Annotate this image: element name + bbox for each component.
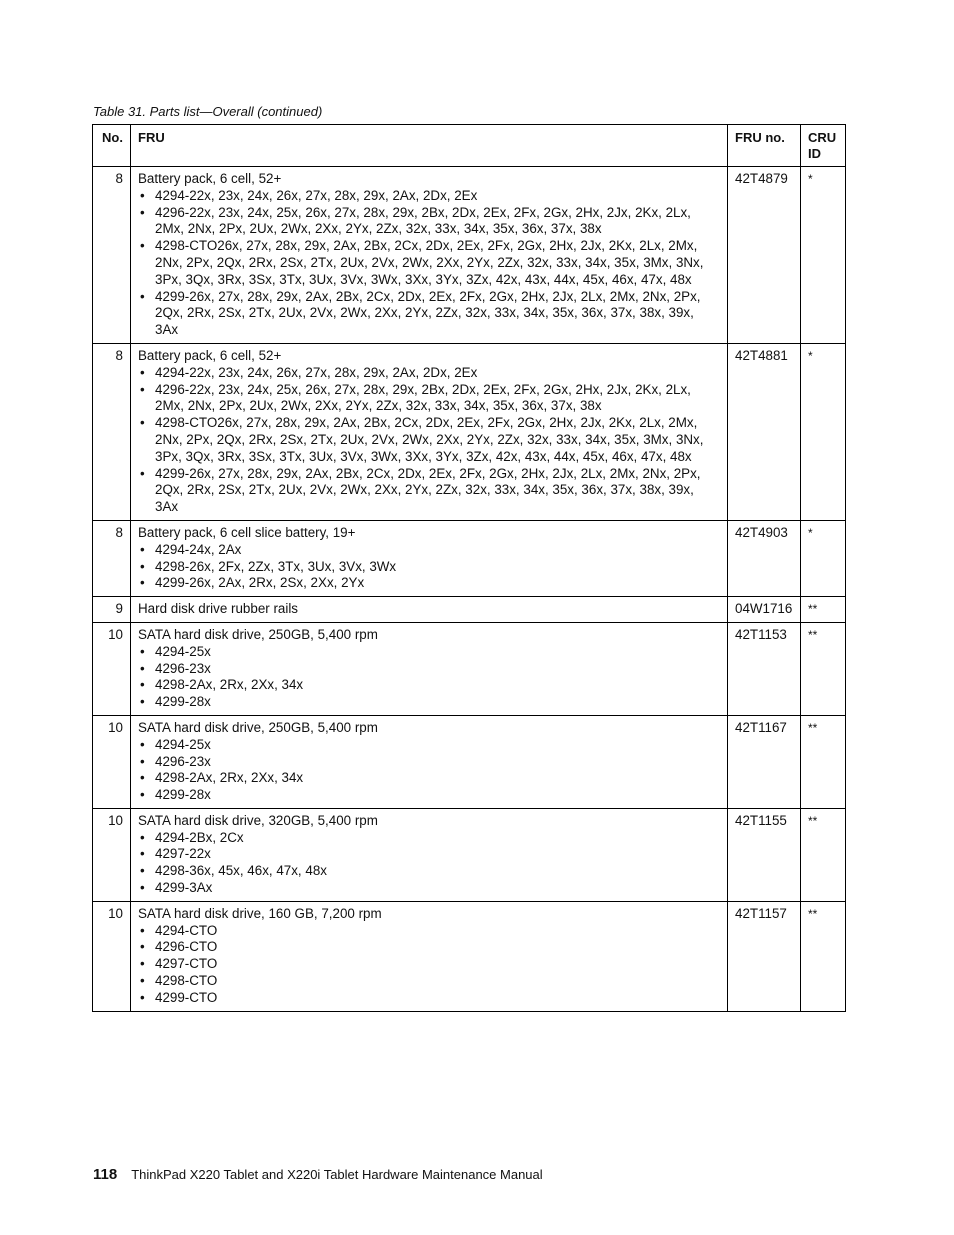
fru-number: 42T1153 <box>728 622 801 715</box>
model-list-item: • 4294-25x <box>138 644 720 661</box>
cru-id: * <box>801 343 846 520</box>
header-cru-id-line2: ID <box>808 146 821 161</box>
table-row <box>93 808 846 901</box>
model-list-item: • 4298-CTO26x, 27x, 28x, 29x, 2Ax, 2Bx, 2Cx, 2Dx, 2Ex, 2Fx, 2Gx, 2Hx, 2Jx, 2Kx, 2Lx, 2Mx, 2Nx, 2Px, 2Qx, 2Rx, 2Sx, 2Tx, 2Ux, 2Vx, 2Wx, 2Xx, 2Yx, 2Zx, 32x, 33x, 34x, 35x, 3Mx, 3Nx, 3Px, 3Qx, 3Rx, 3Sx, 3Tx, 3Ux, 3Vx, 3Wx, 3Xx, 3Yx, 3Zx, 42x, 43x, 44x, 45x, 46x, 47x, 48x <box>138 415 720 465</box>
header-cru-id-line1: CRU <box>808 130 837 145</box>
model-list-item: • 4296-22x, 23x, 24x, 25x, 26x, 27x, 28x, 29x, 2Bx, 2Dx, 2Ex, 2Fx, 2Gx, 2Hx, 2Jx, 2Kx, 2Lx, 2Mx, 2Nx, 2Px, 2Ux, 2Wx, 2Xx, 2Yx, 2Zx, 32x, 33x, 34x, 35x, 36x, 37x, 38x <box>138 382 720 416</box>
model-list-item: • 4299-3Ax <box>138 880 720 897</box>
fru-description: SATA hard disk drive, 250GB, 5,400 rpm <box>138 626 378 642</box>
fru-description: Battery pack, 6 cell, 52+ <box>138 171 282 186</box>
row-number: 10 <box>93 808 131 901</box>
model-list <box>138 644 720 711</box>
fru-description: Battery pack, 6 cell slice battery, 19+ <box>138 524 356 540</box>
row-fru-cell <box>131 343 728 520</box>
row-fru-cell <box>131 808 728 901</box>
fru-description: SATA hard disk drive, 320GB, 5,400 rpm <box>138 812 378 828</box>
header-fru: FRU <box>131 125 728 167</box>
cru-id: ** <box>801 715 846 808</box>
cru-id: * <box>801 520 846 596</box>
row-number: 10 <box>93 901 131 1011</box>
model-list-item: • 4296-23x <box>138 754 720 771</box>
model-list-item: • 4298-CTO <box>138 973 720 990</box>
fru-number: 42T4881 <box>728 343 801 520</box>
cru-id: ** <box>801 622 846 715</box>
model-list-item: • 4296-22x, 23x, 24x, 25x, 26x, 27x, 28x, 29x, 2Bx, 2Dx, 2Ex, 2Fx, 2Gx, 2Hx, 2Jx, 2Kx, 2Lx, 2Mx, 2Nx, 2Px, 2Ux, 2Wx, 2Xx, 2Yx, 2Zx, 32x, 33x, 34x, 35x, 36x, 37x, 38x <box>138 205 720 239</box>
model-list-item: • 4299-26x, 27x, 28x, 29x, 2Ax, 2Bx, 2Cx, 2Dx, 2Ex, 2Fx, 2Gx, 2Hx, 2Jx, 2Lx, 2Mx, 2Nx, 2Px, 2Qx, 2Rx, 2Sx, 2Tx, 2Ux, 2Vx, 2Wx, 2Xx, 2Yx, 2Zx, 32x, 33x, 34x, 35x, 36x, 37x, 38x, 39x, 3Ax <box>138 289 720 339</box>
model-list-item: • 4299-28x <box>138 694 720 711</box>
table-row <box>93 343 846 520</box>
header-no: No. <box>93 125 131 167</box>
cru-id: ** <box>801 808 846 901</box>
fru-number: 42T1157 <box>728 901 801 1011</box>
model-list-item: • 4299-26x, 27x, 28x, 29x, 2Ax, 2Bx, 2Cx, 2Dx, 2Ex, 2Fx, 2Gx, 2Hx, 2Jx, 2Lx, 2Mx, 2Nx, 2Px, 2Qx, 2Rx, 2Sx, 2Tx, 2Ux, 2Vx, 2Wx, 2Xx, 2Yx, 2Zx, 32x, 33x, 34x, 35x, 36x, 37x, 38x, 39x, 3Ax <box>138 466 720 516</box>
table-row <box>93 597 846 623</box>
page-footer <box>93 1166 543 1183</box>
table-row <box>93 622 846 715</box>
model-list-item: • 4294-22x, 23x, 24x, 26x, 27x, 28x, 29x, 2Ax, 2Dx, 2Ex <box>138 365 720 382</box>
row-fru-cell <box>131 901 728 1011</box>
table-caption: Table 31. Parts list—Overall (continued) <box>93 104 323 119</box>
row-fru-cell <box>131 622 728 715</box>
model-list-item: • 4299-28x <box>138 787 720 804</box>
model-list-item: • 4294-CTO <box>138 923 720 940</box>
fru-number: 42T1167 <box>728 715 801 808</box>
model-list-item: • 4298-CTO26x, 27x, 28x, 29x, 2Ax, 2Bx, 2Cx, 2Dx, 2Ex, 2Fx, 2Gx, 2Hx, 2Jx, 2Kx, 2Lx, 2Mx, 2Nx, 2Px, 2Qx, 2Rx, 2Sx, 2Tx, 2Ux, 2Vx, 2Wx, 2Xx, 2Yx, 2Zx, 32x, 33x, 34x, 35x, 3Mx, 3Nx, 3Px, 3Qx, 3Rx, 3Sx, 3Tx, 3Ux, 3Vx, 3Wx, 3Xx, 3Yx, 3Zx, 42x, 43x, 44x, 45x, 46x, 47x, 48x <box>138 238 720 288</box>
row-fru-cell <box>131 715 728 808</box>
model-list <box>138 830 720 897</box>
table-row <box>93 167 846 344</box>
model-list <box>138 923 720 1007</box>
fru-description: SATA hard disk drive, 160 GB, 7,200 rpm <box>138 905 382 921</box>
model-list-item: • 4297-CTO <box>138 956 720 973</box>
table-body <box>93 167 846 1012</box>
model-list-item: • 4296-23x <box>138 661 720 678</box>
manual-title: ThinkPad X220 Tablet and X220i Tablet Hardware Maintenance Manual <box>131 1167 543 1182</box>
row-number: 10 <box>93 715 131 808</box>
fru-description: Battery pack, 6 cell, 52+ <box>138 347 282 363</box>
fru-description: Hard disk drive rubber rails <box>138 601 299 617</box>
row-number: 9 <box>93 597 131 623</box>
table-row <box>93 715 846 808</box>
row-fru-cell <box>131 167 728 344</box>
model-list-item: • 4299-26x, 2Ax, 2Rx, 2Sx, 2Xx, 2Yx <box>138 575 720 592</box>
row-fru-cell <box>131 597 728 623</box>
model-list-item: • 4297-22x <box>138 846 720 863</box>
model-list <box>138 542 720 592</box>
row-number: 8 <box>93 343 131 520</box>
model-list-item: • 4294-22x, 23x, 24x, 26x, 27x, 28x, 29x, 2Ax, 2Dx, 2Ex <box>138 188 720 205</box>
model-list-item: • 4298-36x, 45x, 46x, 47x, 48x <box>138 863 720 880</box>
parts-list-table <box>92 124 846 1012</box>
table-row <box>93 901 846 1011</box>
table-row <box>93 520 846 596</box>
row-number: 8 <box>93 167 131 344</box>
header-cru-id <box>801 125 846 167</box>
cru-id: ** <box>801 597 846 623</box>
model-list <box>138 737 720 804</box>
model-list-item: • 4299-CTO <box>138 990 720 1007</box>
table-header-row <box>93 125 846 167</box>
row-fru-cell <box>131 520 728 596</box>
model-list <box>138 365 720 516</box>
model-list-item: • 4294-25x <box>138 737 720 754</box>
page-number: 118 <box>93 1166 118 1183</box>
cru-id: ** <box>801 901 846 1011</box>
fru-number: 42T4879 <box>728 167 801 344</box>
model-list-item: • 4298-2Ax, 2Rx, 2Xx, 34x <box>138 677 720 694</box>
header-fru-no: FRU no. <box>728 125 801 167</box>
fru-number: 42T1155 <box>728 808 801 901</box>
model-list-item: • 4296-CTO <box>138 939 720 956</box>
row-number: 10 <box>93 622 131 715</box>
model-list-item: • 4298-2Ax, 2Rx, 2Xx, 34x <box>138 770 720 787</box>
fru-description: SATA hard disk drive, 250GB, 5,400 rpm <box>138 719 378 735</box>
fru-number: 04W1716 <box>728 597 801 623</box>
model-list-item: • 4298-26x, 2Fx, 2Zx, 3Tx, 3Ux, 3Vx, 3Wx <box>138 559 720 576</box>
row-number: 8 <box>93 520 131 596</box>
model-list <box>138 188 720 339</box>
model-list-item: • 4294-2Bx, 2Cx <box>138 830 720 847</box>
fru-number: 42T4903 <box>728 520 801 596</box>
model-list-item: • 4294-24x, 2Ax <box>138 542 720 559</box>
cru-id: * <box>801 167 846 344</box>
